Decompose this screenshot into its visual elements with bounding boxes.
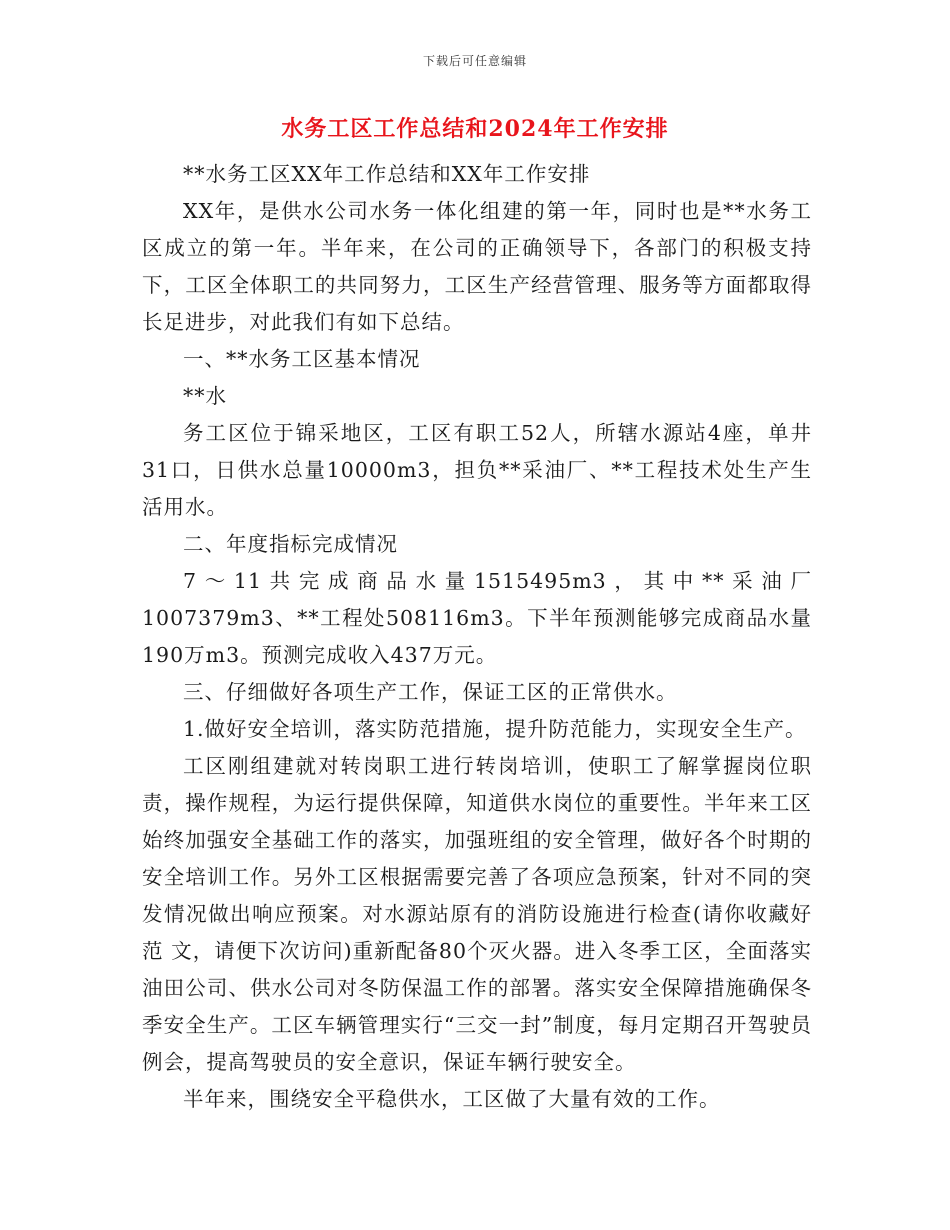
subsection-heading-safety-training: 1.做好安全培训，落实防范措施，提升防范能力，实现安全生产。 [183, 717, 807, 741]
paragraph-basic-info: 务工区位于锦采地区，工区有职工52人，所辖水源站4座，单井31口，日供水总量10000m3，担负**采油厂、**工程技术处生产生活用水。 [142, 421, 812, 519]
paragraph-summary: 半年来，围绕安全平稳供水，工区做了大量有效的工作。 [183, 1087, 721, 1111]
section-heading-annual-targets: 二、年度指标完成情况 [183, 532, 398, 556]
paragraph-fragment: **水 [183, 384, 227, 408]
paragraph-safety-training: 工区刚组建就对转岗职工进行转岗培训，使职工了解掌握岗位职责，操作规程，为运行提供保障，知道供水岗位的重要性。半年来工区始终加强安全基础工作的落实，加强班组的安全管理，做好各个时期的安全培训工作。另外工区根据需要完善了各项应急预案，针对不同的突发情况做出响应预案。对水源站原有的消防设施进行检查(请你收藏好 范 文，请便下次访问)重新配备80个灭火器。进入冬季工区，全面落实油田公司、供水公司对冬防保温工作的部署。落实安全保障措施确保冬季安全生产。工区车辆管理实行“三交一封”制度，每月定期召开驾驶员例会，提高驾驶员的安全意识，保证车辆行驶安全。 [142, 754, 812, 1074]
section-heading-basic-info: 一、**水务工区基本情况 [183, 347, 421, 371]
document-body [142, 156, 812, 1118]
paragraph-subtitle: **水务工区XX年工作总结和XX年工作安排 [183, 162, 591, 186]
paragraph-annual-targets: 7～11共完成商品水量1515495m3，其中**采油厂1007379m3、**工程处508116m3。下半年预测能够完成商品水量190万m3。预测完成收入437万元。 [142, 569, 812, 667]
header-note: 下载后可任意编辑 [422, 54, 527, 68]
document-title: 水务工区工作总结和2024年工作安排 [281, 116, 669, 142]
section-heading-production-work: 三、仔细做好各项生产工作，保证工区的正常供水。 [183, 680, 678, 704]
paragraph-intro: XX年，是供水公司水务一体化组建的第一年，同时也是**水务工区成立的第一年。半年来，在公司的正确领导下，各部门的积极支持下，工区全体职工的共同努力，工区生产经营管理、服务等方面都取得长足进步，对此我们有如下总结。 [142, 199, 812, 334]
